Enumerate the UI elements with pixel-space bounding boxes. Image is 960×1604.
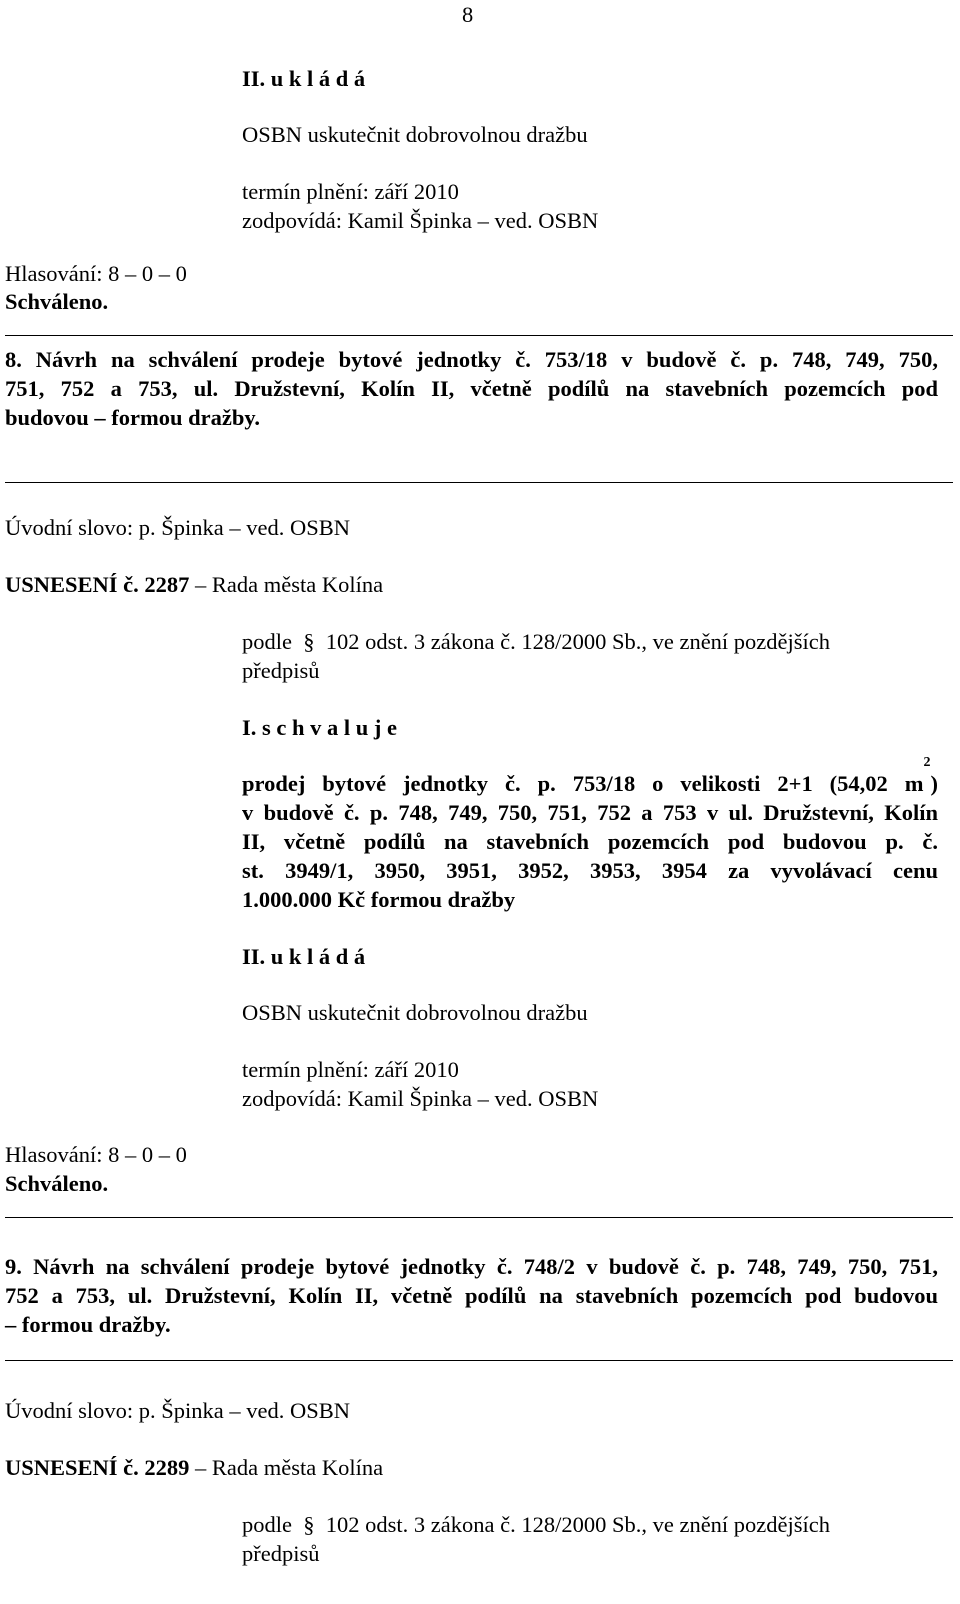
resolution-title <box>5 570 383 599</box>
resolution-body: – Rada města Kolína <box>195 1455 384 1480</box>
approved-label: Schváleno. <box>5 289 109 314</box>
task-text: OSBN uskutečnit dobrovolnou dražbu <box>242 1000 588 1025</box>
approval-text-line2: v budově č. p. 748, 749, 750, 751, 752 a 753 v ul. Družstevní, Kolín <box>242 800 938 825</box>
legal-basis-line1: podle § 102 odst. 3 zákona č. 128/2000 Sb., ve znění pozdějších <box>242 1512 831 1537</box>
item9-heading-line1: 9. Návrh na schválení prodeje bytové jednotky č. 748/2 v budově č. p. 748, 749, 750, 751, <box>5 1254 938 1279</box>
separator-line <box>5 482 953 483</box>
legal-basis-line1: podle § 102 odst. 3 zákona č. 128/2000 Sb., ve znění pozdějších <box>242 629 831 654</box>
item8-heading-line2: 751, 752 a 753, ul. Družstevní, Kolín II, včetně podílů na stavebních pozemcích pod <box>5 376 938 401</box>
intro-speaker: Úvodní slovo: p. Špinka – ved. OSBN <box>5 515 351 540</box>
separator-line <box>5 1360 953 1361</box>
approval-text-line5: 1.000.000 Kč formou dražby <box>242 887 516 912</box>
approved-label: Schváleno. <box>5 1171 109 1196</box>
instructs-heading: II. u k l á d á <box>242 66 366 91</box>
section-sign-icon: § <box>297 1512 321 1537</box>
vote-result: Hlasování: 8 – 0 – 0 <box>5 261 187 286</box>
item8-heading-line3: budovou – formou dražby. <box>5 405 261 430</box>
separator-line <box>5 1217 953 1218</box>
resolution-title <box>5 1453 383 1482</box>
page-number: 8 <box>462 2 474 27</box>
instructs-heading: II. u k l á d á <box>242 944 366 969</box>
deadline-text: termín plnění: září 2010 <box>242 179 459 204</box>
approves-heading: I. s c h v a l u j e <box>242 715 398 740</box>
item9-heading-line3: – formou dražby. <box>5 1312 171 1337</box>
resolution-number: USNESENÍ č. 2289 <box>5 1455 190 1480</box>
vote-result: Hlasování: 8 – 0 – 0 <box>5 1142 187 1167</box>
item8-heading-line1: 8. Návrh na schválení prodeje bytové jednotky č. 753/18 v budově č. p. 748, 749, 750, <box>5 347 938 372</box>
approval-text-line3: II, včetně podílů na stavebních pozemcích pod budovou p. č. <box>242 829 938 854</box>
responsible-text: zodpovídá: Kamil Špinka – ved. OSBN <box>242 1086 599 1111</box>
task-text: OSBN uskutečnit dobrovolnou dražbu <box>242 122 588 147</box>
resolution-number: USNESENÍ č. 2287 <box>5 572 190 597</box>
item9-heading-line2: 752 a 753, ul. Družstevní, Kolín II, včetně podílů na stavebních pozemcích pod budovou <box>5 1283 938 1308</box>
approval-text-line4: st. 3949/1, 3950, 3951, 3952, 3953, 3954 za vyvolávací cenu <box>242 858 938 883</box>
approval-text-line1: prodej bytové jednotky č. p. 753/18 o velikosti 2+1 (54,02 $m^2$) <box>242 755 938 796</box>
legal-basis-line2: předpisů <box>242 1541 320 1566</box>
intro-speaker: Úvodní slovo: p. Špinka – ved. OSBN <box>5 1398 351 1423</box>
deadline-text: termín plnění: září 2010 <box>242 1057 459 1082</box>
legal-basis-line2: předpisů <box>242 658 320 683</box>
separator-line <box>5 335 953 336</box>
section-sign-icon: § <box>297 629 321 654</box>
resolution-body: – Rada města Kolína <box>195 572 384 597</box>
responsible-text: zodpovídá: Kamil Špinka – ved. OSBN <box>242 208 599 233</box>
